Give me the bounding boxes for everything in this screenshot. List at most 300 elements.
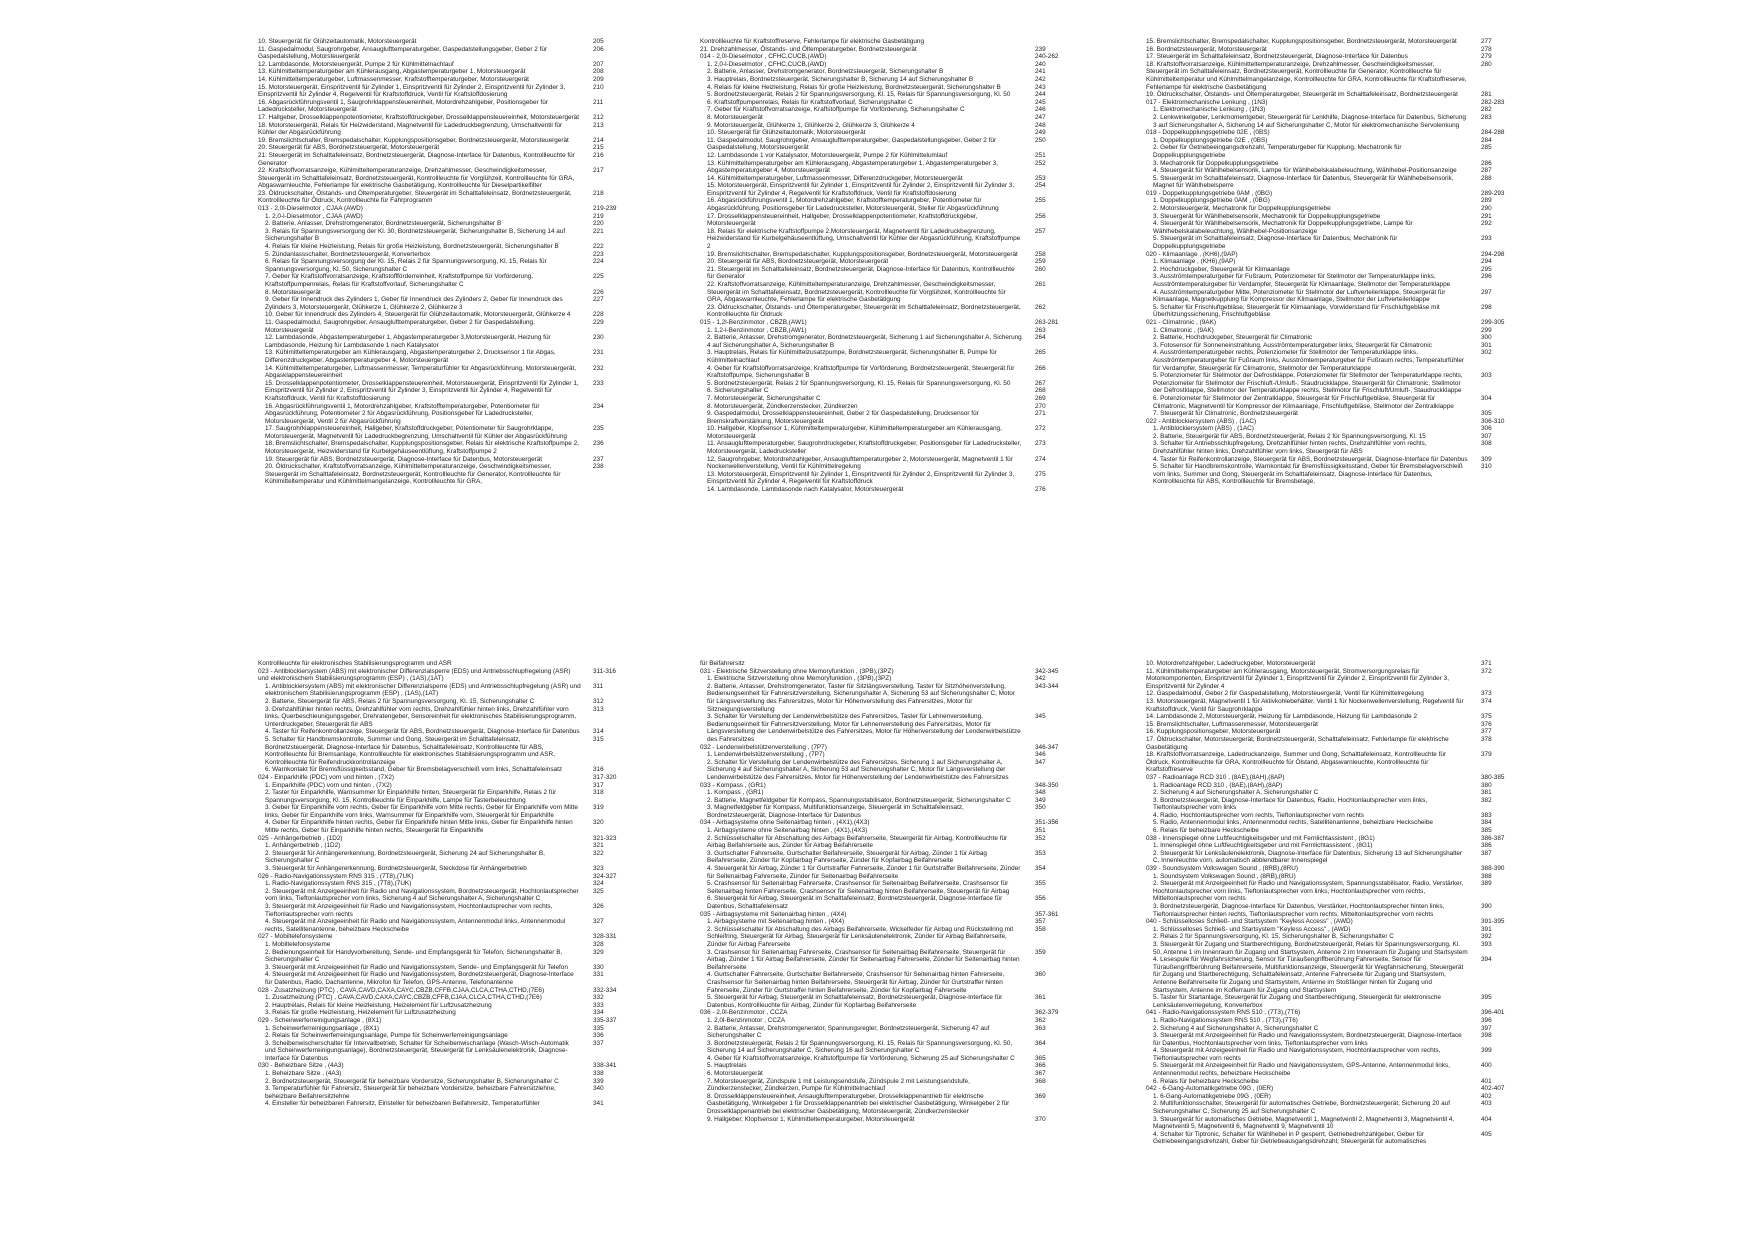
toc-entry-title: 17. Saugrohrklappensteuereinheit, Hallgeber, Kraftstoffdruckgeber, Potentiometer für Saugrohrklappe, Motorsteuergerät, Magnetventil für Ladedruckbegrenzung, Umschaltventil für Kühler der Abgasrückführung <box>265 425 567 440</box>
toc-entry <box>258 289 633 297</box>
toc-entry-page: 351-356 <box>1035 819 1059 827</box>
toc-entry-page: 212 <box>593 113 604 121</box>
toc-entry-page: 319 <box>593 804 604 812</box>
toc-entry-page: 296 <box>1481 273 1492 281</box>
toc-section-entry <box>1146 319 1521 327</box>
toc-entry-title: 1. Mobiltelefonsysteme <box>265 940 331 948</box>
toc-entry <box>700 797 1075 805</box>
toc-entry <box>700 751 1075 759</box>
toc-entry-page: 290 <box>1481 205 1492 213</box>
toc-entry-title: 1. Antiblockiersystem (ABS) mit elektronischer Differenzialsperre (EDS) und Antriebsschlupfregelung (ASR) und elektronischem Stabilisierungsprogramm (ESP) , (1AS),(1AT) <box>265 682 581 698</box>
toc-entry <box>1146 956 1521 994</box>
toc-entry-page: 348-350 <box>1035 781 1059 789</box>
toc-entry-page: 297 <box>1481 288 1492 296</box>
toc-entry-page: 369 <box>1035 1092 1046 1100</box>
toc-section-entry <box>700 53 1075 61</box>
toc-entry-page: 363 <box>1035 1024 1046 1032</box>
toc-entry <box>258 425 633 440</box>
toc-entry-page: 237 <box>593 455 604 463</box>
toc-entry <box>258 865 633 873</box>
toc-entry-page: 388-390 <box>1481 865 1505 873</box>
toc-entry-page: 267 <box>1035 379 1046 387</box>
toc-entry <box>1146 728 1521 736</box>
toc-entry <box>258 789 633 804</box>
toc-entry-page: 279 <box>1481 53 1492 61</box>
toc-entry-title: 1. Kompass , (GR1) <box>707 789 764 797</box>
toc-entry <box>1146 789 1521 797</box>
toc-column-bottom-left <box>258 660 633 1108</box>
toc-entry-page: 282-283 <box>1481 98 1505 106</box>
toc-entry <box>1146 660 1521 668</box>
toc-section-entry <box>1146 418 1521 426</box>
toc-entry-title: 11. Gaspedalmodul, Saugrohrgeber, Ansauglufttemperaturgeber, Gaspedalstellungsgeber, Geber 2 für Gaspedalstellung, Motorsteuergerät <box>707 136 997 152</box>
toc-section-entry <box>258 668 633 683</box>
toc-entry-page: 389 <box>1481 880 1492 888</box>
toc-entry-page: 320 <box>593 819 604 827</box>
toc-entry <box>1146 456 1521 464</box>
toc-entry-page: 330 <box>593 963 604 971</box>
toc-entry-title: Kontrollleuchte für Kraftstoffreserve, Fehlerlampe für elektrische Gasbetätigung <box>700 38 925 45</box>
toc-entry-title: 3. Steuergerät für automatisches Getriebe, Magnetventil 1, Magnetventil 2, Magnetventil 3, Magnetventil 4, Magnetventil 5, Magnetventil 6, Magnetventil 9, Magnetventil 10 <box>1153 1115 1455 1131</box>
toc-entry-title: 5. Steuergerät mit Anzeigeeinheit für Radio und Navigationssystem, GPS-Antenne, Antennenmodul links, Antennenmodul rechts, beheizbare Heckscheibe <box>1153 1062 1450 1078</box>
toc-entry <box>700 949 1075 972</box>
toc-entry-title: 6. Kraftstoffpumpenrelais, Relais für Kraftstoffvorlauf, Sicherungshalter C <box>707 98 913 106</box>
toc-entry-title: 4. Taster für Reifenkontrollanzeige, Steuergerät für ABS, Bordnetzsteuergerät, Diagnose-Interface für Datenbus <box>1153 455 1468 463</box>
toc-entry-title: 1. Climatronic , (9AK) <box>1153 326 1214 334</box>
toc-entry <box>1146 1131 1521 1146</box>
toc-entry-title: 2. Batterie, Magnetfeldgeber für Kompass, Spannungsstabilisator, Bordnetzsteuergerät, Sicherungshalter C <box>707 796 1011 804</box>
toc-entry-page: 250 <box>1035 136 1046 144</box>
toc-entry-title: 7. Geber für Kraftstoffvorratsanzeige, Kraftstoffförderreinheit, Kraftstoffpumpe für Vorförderung, Kraftstoffpumpenrelais, Relais für Kraftstoffvorlauf, Sicherungshalter C <box>265 273 534 288</box>
toc-entry-title: 6. Steuergerät für Airbag, Steuergerät im Schalttafeleinsatz, Bordnetzsteuergerät, Diagnose-Interface für Datenbus, Schalttafeleinsatz <box>707 895 1003 910</box>
toc-entry <box>1146 850 1521 865</box>
toc-entry-title: 10. Motordrehzahlgeber, Ladedruckgeber, Motorsteuergerät <box>1146 660 1316 667</box>
toc-entry-title: 5. Schalter für Frischluftgebläse, Steuergerät für Klimaanlage, Vorwiderstand für Frischluftgebläse mit Überhitzungssicherung, Frischluftgebläse <box>1153 303 1440 319</box>
toc-entry-title: 15. Motorsteuergerät, Einspritzventil für Zylinder 1, Einspritzventil für Zylinder 2, Einspritzventil für Zylinder 3, Einspritzventil für Zylinder 4, Regelventil für Kraftstoffdruck, Ventil für Kraftstoffdosierung <box>707 182 1015 197</box>
toc-entry-page: 223 <box>593 250 604 258</box>
toc-entry-title: 032 - Lendenwirbelstützenverstellung , (7P7) <box>700 743 827 751</box>
toc-entry-page: 313 <box>593 705 604 713</box>
toc-entry-title: 1. Klimaanlage , (KH6),(9AP) <box>1153 258 1236 266</box>
toc-entry <box>700 850 1075 865</box>
toc-entry-title: 5. Bordnetzsteuergerät, Relais 2 für Spannungsversorgung, Kl. 15, Relais für Spannungsversorgung, Kl. 50 <box>707 91 1011 99</box>
toc-entry-page: 247 <box>1035 113 1046 121</box>
toc-entry <box>258 167 633 190</box>
toc-entry-title: 14. Kühlmitteltemperaturgeber, Luftmassenmesser, Differenzdruckgeber, Motorsteuergerät <box>707 174 963 182</box>
toc-entry-title: 2. Relais 2 für Spannungsversorgung, Kl. 15, Sicherungshalter B, Sicherungshalter C <box>1153 933 1394 941</box>
toc-entry-page: 361 <box>1035 994 1046 1002</box>
toc-entry <box>258 68 633 76</box>
toc-entry-page: 280 <box>1481 60 1492 68</box>
toc-entry-title: 6. Relais für Spannungsversorgung der Kl. 15, Relais 2 für Spannungsversorgung, Kl. 15, Relais für Spannungsversorgung, Kl. 50, Sicherungshalter C <box>265 258 547 273</box>
toc-entry-title: 1. Doppelkupplungsgetriebe 0AM , (0BG) <box>1153 197 1270 205</box>
toc-entry-title: 4. Ausströmtemperaturgeber rechts, Potenziometer für Stellmotor der Temperaturklappe links, Ausströmtemperaturgeber für Fußraum links, Ausströmtemperaturgeber für Fußraum rechts, Temperaturfühler für Verdampfer, Steuergerät für Climatronic, Stellmotor der Temperaturklappe <box>1153 349 1465 372</box>
toc-entry-page: 379 <box>1481 751 1492 759</box>
toc-entry-page: 323 <box>593 865 604 873</box>
toc-entry-title: 8. Motorsteuergerät, Zündkerzenstecker, Zündkerzen <box>707 402 858 410</box>
toc-entry-title: 4. Gurtschalter Fahrerseite, Gurtschalter Beifahrerseite, Crashsensor für Seitenairbag hinten Fahrerseite, Crashsensor für Seitenairbag hinten Beifahrerseite, Steuergerät für Airbag, Zünder für Gurtstraffer hinten Fahrerseite, Zünder für Gurtstraffer hinten Beifahrerseite, Zünder für Kopfairbag Fahrerseite <box>707 971 1005 994</box>
toc-entry <box>258 76 633 84</box>
toc-entry-title: 3. Drehzahlfühler hinten rechts, Drehzahlfühler vorn rechts, Drehzahlfühler hinten links, Drehzahlfühler vorn links, Querbeschleunigungsgeber, Drehratengeber, Sensoreinheit für elektronisches Stabilisierungsprogramm, Unterdruckgeber, Steuergerät für ABS <box>265 705 577 728</box>
toc-entry-title: 4. Relais für kleine Heizleistung, Relais für große Heizleistung, Bordnetzsteuergerät, Sicherungshalter B <box>707 83 1001 91</box>
toc-entry-title: 6. Potenziometer für Stellmotor der Zentralklappe, Steuergerät für Frischluftgebläse, Steuergerät für Climatronic, Magnetventil für Kompressor der Klimaanlage, Frischluftgebläse, Stellmotor der Zentralklappe <box>1153 394 1454 410</box>
toc-entry-title: 13. Motorsteuergerät, Einspritzventil für Zylinder 1, Einspritzventil für Zylinder 2, Einspritzventil für Zylinder 3, Einspritzventil für Zylinder 4, Regelventil für Kraftstoffdruck <box>707 470 1015 486</box>
toc-entry-title: 7. Steuergerät für Climatronic, Bordnetzsteuergerät <box>1153 410 1298 418</box>
toc-entry-page: 263 <box>1035 326 1046 334</box>
toc-entry-page: 298 <box>1481 303 1492 311</box>
toc-entry-title: 9. Motorsteuergerät, Glühkerze 1, Glühkerze 2, Glühkerze 3, Glühkerze 4 <box>707 121 915 129</box>
toc-entry-page: 337 <box>593 1039 604 1047</box>
toc-entry-page: 311 <box>593 682 604 690</box>
toc-entry-page: 339 <box>593 1077 604 1085</box>
toc-entry-title: 6. Relais für beheizbare Heckscheibe <box>1153 1077 1259 1085</box>
toc-entry-page: 257 <box>1035 227 1046 235</box>
toc-entry <box>258 994 633 1002</box>
toc-entry <box>700 349 1075 364</box>
toc-column-top-right <box>1146 38 1521 486</box>
toc-entry-page: 275 <box>1035 470 1046 478</box>
toc-entry-page: 336 <box>593 1032 604 1040</box>
toc-entry-page: 246 <box>1035 106 1046 114</box>
toc-entry <box>1146 463 1521 486</box>
toc-entry-page: 395 <box>1481 994 1492 1002</box>
toc-entry <box>700 1116 1075 1124</box>
toc-entry-title: 039 - Soundsystem Volkswagen Sound , (8RB),(8RU) <box>1146 865 1299 873</box>
toc-entry <box>258 190 633 205</box>
toc-entry-page: 377 <box>1481 728 1492 736</box>
toc-entry-page: 326 <box>593 903 604 910</box>
toc-section-entry <box>700 819 1075 827</box>
toc-entry-page: 356 <box>1035 895 1046 903</box>
toc-entry-title: 10. Steuergerät für Glühzeitautomatik, Motorsteuergerät <box>707 129 866 137</box>
toc-entry-page: 262 <box>1035 303 1046 311</box>
toc-entry-title: 034 - Airbagsysteme ohne Seitenairbag hinten , (4X1),(4X3) <box>700 819 870 827</box>
toc-entry-page: 252 <box>1035 159 1046 167</box>
toc-entry-page: 218 <box>593 189 604 197</box>
toc-entry-page: 291 <box>1481 212 1492 220</box>
toc-entry-page: 393 <box>1481 940 1492 948</box>
toc-entry-page: 289-293 <box>1481 189 1505 197</box>
toc-entry <box>700 334 1075 349</box>
toc-entry <box>1146 395 1521 410</box>
toc-entry-title: 013 - 2,0l-Dieselmotor , CJAA (AWD) <box>258 205 363 213</box>
toc-entry <box>1146 842 1521 850</box>
toc-entry-page: 286 <box>1481 159 1492 167</box>
toc-entry-title: 040 - Schlüsselloses Schließ- und Startsystem "Keyless Access" , (AWD) <box>1146 918 1353 926</box>
toc-entry-page: 391 <box>1481 925 1492 933</box>
toc-entry <box>700 403 1075 411</box>
toc-entry-title: 017 - Elektromechanische Lenkung , (1N3) <box>1146 98 1268 106</box>
toc-entry-page: 238 <box>593 463 604 471</box>
toc-entry <box>700 759 1075 782</box>
toc-section-entry <box>1146 190 1521 198</box>
toc-entry <box>258 766 633 774</box>
toc-entry-page: 289 <box>1481 197 1492 205</box>
toc-entry <box>1146 205 1521 213</box>
toc-entry-page: 360 <box>1035 971 1046 979</box>
toc-entry-page: 251 <box>1035 151 1046 159</box>
toc-entry <box>258 213 633 221</box>
toc-entry <box>258 273 633 288</box>
toc-entry-page: 325 <box>593 887 604 895</box>
toc-entry-title: 1. Airbagsysteme mit Seitenairbag hinten , (4X4) <box>707 918 845 926</box>
toc-entry <box>700 137 1075 152</box>
toc-entry-page: 264 <box>1035 334 1046 342</box>
toc-entry-page: 261 <box>1035 281 1046 288</box>
toc-entry <box>700 61 1075 69</box>
toc-entry-title: 12. Lambdasonde 1 vor Katalysator, Motorsteuergerät, Pumpe 2 für Kühlmittelumlauf <box>707 151 948 159</box>
toc-entry <box>1146 941 1521 956</box>
toc-entry <box>258 349 633 364</box>
toc-entry <box>1146 880 1521 903</box>
toc-entry-page: 367 <box>1035 1070 1046 1078</box>
toc-entry-page: 222 <box>593 243 604 251</box>
toc-entry <box>258 319 633 334</box>
toc-entry-page: 341 <box>593 1100 604 1108</box>
toc-entry-page: 346 <box>1035 751 1046 759</box>
toc-entry <box>1146 1093 1521 1101</box>
toc-entry-page: 316 <box>593 766 604 774</box>
toc-entry <box>258 84 633 99</box>
toc-entry-title: 027 - Mobiltelefonsysteme <box>258 933 333 941</box>
toc-section-entry <box>700 668 1075 676</box>
toc-entry <box>700 486 1075 494</box>
toc-entry <box>700 387 1075 395</box>
toc-entry-page: 329 <box>593 948 604 956</box>
toc-entry-title: 1. 2,0-l-Dieselmotor , CFHC,CUCB,(AWD) <box>707 60 827 68</box>
toc-entry <box>1146 61 1521 91</box>
toc-entry <box>1146 425 1521 433</box>
toc-entry <box>258 660 633 668</box>
toc-entry-title: 2. Bedienungseinheit für Handyvorbereitung, Sende- und Empfangsgerät für Telefon, Sicherungshalter B, Sicherungshalter C <box>265 948 563 964</box>
toc-entry-title: 4. Steuergerät für Wählhebelsensorik, Mechatronik für Doppelkupplungsgetriebe, Lampe für Wählhebelskalabeleuchtung, Wählhebel-Positionsanzeige <box>1153 220 1413 235</box>
toc-section-entry <box>258 774 633 782</box>
toc-entry-page: 233 <box>593 379 604 387</box>
toc-entry-title: 3. Mechatronik für Doppelkupplungsgetriebe <box>1153 159 1279 167</box>
toc-entry <box>258 804 633 819</box>
toc-entry-page: 284-288 <box>1481 129 1505 137</box>
toc-entry-title: 2. Steuergerät für Lenksäulenelektronik, Diagnose-Interface für Datenbus, Sicherung 13 auf Sicherungshalter C, Innenleuchte vorn, automatisch abblendbarer Innenspiegel <box>1153 849 1463 865</box>
toc-entry-title: 3. Hauptrelais, Bordnetzsteuergerät, Sicherungshalter B, Sicherung 14 auf Sicherungshalter B <box>707 75 974 83</box>
toc-entry-page: 310 <box>1481 463 1492 471</box>
toc-entry-page: 404 <box>1481 1115 1492 1123</box>
toc-entry-title: 4. Lesespule für Wegfahrsicherung, Sensor für Türaußengriffberührung Fahrerseite, Sensor für Türaußengriffberührung Beifahrerseite, Multifunktionsanzeige, Steuergerät für Wegfahrsicherung, Steuergerät für Zugang und Startberechtigung, Schalttafeleinsatz, Antenne Fahrerseite für Zugang und Startsystem, Antenne Beifahrerseite für Zugang und Startsystem, Antenne im Stoßfänger hinten für Zugang und Startsystem, Antenne im Kofferraum für Zugang und Startsystem <box>1153 956 1464 994</box>
toc-entry-title: 2. Relais für Scheinwerferreinigungsanlage, Pumpe für Scheinwerferreinigungsanlage <box>265 1032 508 1040</box>
toc-entry-page: 347 <box>1035 758 1046 766</box>
toc-entry-title: 3. Steuergerät für Wählhebelsensorik, Mechatronik für Doppelkupplungsgetriebe <box>1153 212 1381 220</box>
toc-entry <box>700 84 1075 92</box>
toc-entry <box>258 114 633 122</box>
toc-entry-page: 239 <box>1035 45 1046 53</box>
toc-entry-page: 311-316 <box>593 667 616 675</box>
toc-entry-title: 4. Taster für Reifenkontrollanzeige, Steuergerät für ABS, Bordnetzsteuergerät, Diagnose-Interface für Datenbus <box>265 728 580 736</box>
toc-entry <box>258 706 633 729</box>
toc-entry-title: 2. Batterie, Hochdruckgeber, Steuergerät für Climatronic <box>1153 334 1313 342</box>
toc-entry-page: 271 <box>1035 410 1046 418</box>
toc-entry-title: 3. Scheibenwischerschalter für Intervallbetrieb, Schalter für Scheibenwischanlage (Wasch-Wisch-Automatik und Scheinwerferreinigungsanlage), Bordnetzsteuergerät, Steuergerät für Lenksäulenelektronik, Diagnose-Interface für Datenbus <box>265 1039 569 1062</box>
toc-entry-title: 18. Bremslichtschalter, Bremspedalschalter, Kupplungspositionsgeber, Relais für elektrische Kraftstoffpumpe 2, Motorsteuergerät, Heizwiderstand für Kurbelgehäuseentlüftung, Kraftstoffpumpe 2 <box>265 440 579 456</box>
toc-section-entry <box>700 1009 1075 1017</box>
toc-entry-page: 355 <box>1035 880 1046 888</box>
toc-entry-page: 206 <box>593 45 604 53</box>
toc-entry-title: 5. Radio, Antennenmodul links, Antennenmodul rechts, Satellitenantenne, beheizbare Heckscheibe <box>1153 819 1433 827</box>
toc-entry-page: 306-310 <box>1481 417 1505 425</box>
toc-entry-title: 4. Einsteller für beheizbaren Fahrersitz, Einsteller für beheizbaren Beifahrersitz, Temperaturfühler <box>265 1100 540 1108</box>
toc-entry-page: 283 <box>1481 113 1492 121</box>
toc-entry-title: 7. Geber für Kraftstoffvorratsanzeige, Kraftstoffpumpe für Vorförderung, Sicherungshalter C <box>707 106 965 114</box>
toc-entry <box>1146 160 1521 168</box>
toc-entry-title: 6. Warnkontakt für Bremsflüssigkeitsstand, Geber für Bremsbelagverschleiß vorn links, Schalttafeleinsatz <box>265 766 563 774</box>
toc-entry-page: 396-401 <box>1481 1009 1505 1017</box>
toc-entry-page: 276 <box>1035 486 1046 494</box>
toc-entry-title: 9. Gaspedalmodul, Drosselklappensteuereinheit, Geber 2 für Gaspedalstellung, Drucksensor für Bremskraftverstärkung, Motorsteuergerät <box>707 410 979 425</box>
toc-entry-title: 5. Zündanlassschalter, Bordnetzsteuergerät, Konverterbox <box>265 250 431 258</box>
toc-entry-title: 1. 6-Gang-Automatikgetriebe 09G , (0ER) <box>1153 1092 1271 1100</box>
toc-entry-title: 20. Öldruckschalter, Kraftstoffvorratsanzeige, Kühlmitteltemperaturanzeige, Geschwindigkeitsmesser, Steuergerät im Schalttafeleinsatz, Bordnetzsteuergerät, Kontrollleuchte für Generator, Kontrollleuchte für Kühlmitteltemperatur und Kühlmittelmangelanzeige, Kontrollleuchte für GRA, <box>265 463 561 486</box>
toc-entry-page: 399 <box>1481 1047 1492 1055</box>
toc-entry-title: 029 - Scheinwerferreinigungsanlage , (8X1) <box>258 1016 382 1024</box>
toc-entry-page: 365 <box>1035 1054 1046 1062</box>
toc-entry-title: 2. Batterie, Anlasser, Drehstromgenerator, Bordnetzsteuergerät, Sicherung 1 auf Sicherungshalter A, Sicherung 4 auf Sicherungshalter A, Sicherungshalter B <box>707 334 1022 349</box>
toc-entry-page: 240 <box>1035 60 1046 68</box>
toc-entry-page: 338 <box>593 1070 604 1078</box>
toc-entry-title: 14. Kühlmitteltemperaturgeber, Luftmassenmesser, Temperaturfühler für Abgasrückführung, Motorsteuergerät, Abgasklappensteuereinheit <box>265 364 577 380</box>
toc-entry <box>700 68 1075 76</box>
toc-entry <box>1146 213 1521 221</box>
toc-entry-page: 332-334 <box>593 986 617 994</box>
toc-entry-page: 294 <box>1481 258 1492 266</box>
toc-entry-page: 269 <box>1035 394 1046 402</box>
toc-entry-page: 220 <box>593 220 604 228</box>
toc-entry <box>700 114 1075 122</box>
toc-entry <box>1146 1047 1521 1062</box>
toc-section-entry <box>258 1062 633 1070</box>
toc-entry-page: 350 <box>1035 804 1046 812</box>
toc-section-entry <box>1146 835 1521 843</box>
toc-entry <box>700 1055 1075 1063</box>
toc-entry <box>1146 334 1521 342</box>
toc-entry-page: 335-337 <box>593 1016 617 1024</box>
toc-entry-title: 024 - Einparkhilfe (PDC) vorn und hinten , (7X2) <box>258 773 395 781</box>
toc-entry-title: 4. Ausströmtemperaturgeber Mitte, Potenziometer für Stellmotor der Luftverteilerklappe, Steuergerät für Klimaanlage, Magnetkupplung für Kompressor der Klimaanlage, Stellmotor der Luftverteilerklappe <box>1153 288 1446 304</box>
toc-entry-title: 3. Temperaturfühler für Fahrersitz, Steuergerät für beheizbare Vordersitze, beheizbare Fahrersitzlehne, beheizbare Beifahrersitzlehne <box>265 1085 556 1100</box>
toc-entry-page: 353 <box>1035 849 1046 857</box>
toc-entry-page: 207 <box>593 60 604 68</box>
toc-entry <box>700 129 1075 137</box>
toc-entry <box>700 91 1075 99</box>
toc-entry-page: 405 <box>1481 1130 1492 1138</box>
toc-entry-page: 268 <box>1035 387 1046 395</box>
toc-entry <box>700 46 1075 54</box>
toc-entry-page: 217 <box>593 167 604 175</box>
toc-entry-title: 2. Steuergerät für Anhängererkennung, Bordnetzsteuergerät, Sicherung 24 auf Sicherungshalter B, Sicherungshalter C <box>265 849 545 865</box>
toc-entry-page: 226 <box>593 288 604 296</box>
toc-entry-title: 22. Kraftstoffvorratsanzeige, Kühlmitteltemperaturanzeige, Drehzahlmesser, Geschwindigkeitsmesser, Steuergerät im Schalttafeleinsatz, Bordnetzsteuergerät, Kontrollleuchte für Vorglühzeit, Kontrollleuchte für GRA, Abgaswarnleuchte, Fehlerlampe für elektrische Gasbetätigung <box>707 281 1006 304</box>
toc-entry-title: 19. Öldruckschalter, Ölstands- und Öltemperaturgeber, Steuergerät im Schalttafeleinsatz, Bordnetzsteuergerät <box>1146 91 1458 99</box>
toc-entry-page: 315 <box>593 735 604 743</box>
toc-entry-page: 299 <box>1481 326 1492 334</box>
toc-entry <box>1146 873 1521 881</box>
toc-entry-page: 396 <box>1481 1016 1492 1024</box>
toc-entry-page: 342-345 <box>1035 667 1059 675</box>
toc-entry-title: 3. Steuergerät für Anhängererkennung, Bordnetzsteuergerät, Steckdose für Anhängerbetrieb <box>265 865 527 873</box>
toc-entry <box>1146 668 1521 691</box>
toc-entry-page: 243 <box>1035 83 1046 91</box>
toc-entry-page: 215 <box>593 144 604 152</box>
toc-entry <box>258 728 633 736</box>
toc-entry-page: 285 <box>1481 144 1492 152</box>
toc-entry-page: 376 <box>1481 720 1492 728</box>
toc-entry <box>700 660 1075 668</box>
toc-entry <box>700 880 1075 895</box>
toc-entry <box>700 789 1075 797</box>
toc-entry-page: 288 <box>1481 174 1492 182</box>
toc-entry <box>700 926 1075 949</box>
toc-entry <box>1146 1116 1521 1131</box>
toc-entry <box>1146 1032 1521 1047</box>
toc-entry-title: 4. Steuergerät mit Anzeigeeinheit für Radio und Navigationssystem, Antennenmodul links, Antennenmodul rechts, Satellitenantenne, beheizbare Heckscheibe <box>265 918 566 933</box>
toc-entry-title: 1. Radioanlage RCD 310 , (8AE),(8AH),(8AP) <box>1153 781 1283 789</box>
toc-entry-title: 13. Kühlmitteltemperaturgeber am Kühlerausgang, Abgastemperaturgeber 2, Drucksensor 1 für Abgas, Differenzdruckgeber, Abgastemperaturgeber 4, Motorsteuergerät <box>265 349 556 364</box>
toc-entry <box>258 1025 633 1033</box>
toc-entry <box>258 61 633 69</box>
toc-entry <box>258 842 633 850</box>
toc-entry-title: 2. Batterie, Anlasser, Drehstromgenerator, Bordnetzsteuergerät, Sicherungshalter B <box>265 220 502 228</box>
toc-section-entry <box>258 1017 633 1025</box>
toc-entry-title: 1. Soundsystem Volkswagen Sound , (8RB),(8RU) <box>1153 872 1296 880</box>
toc-entry-page: 284 <box>1481 136 1492 144</box>
toc-entry-title: 015 - 1,2l-Benzinmotor , CBZB,(AW1) <box>700 318 807 326</box>
toc-entry-title: 1. Radio-Navigationssystem RNS 510 , (7T3),(7T6) <box>1153 1016 1298 1024</box>
toc-entry <box>258 228 633 243</box>
toc-entry-page: 244 <box>1035 91 1046 99</box>
toc-entry <box>1146 167 1521 175</box>
toc-entry-title: 3. Relais für große Heizleistung, Heizelement für Luftzusatzheizung <box>265 1009 456 1017</box>
toc-entry-page: 303 <box>1481 372 1492 380</box>
toc-entry-title: 3. Steuergerät für Zugang und Startberechtigung, Bordnetzsteuergerät, Relais für Spannungsversorgung, Kl. 50, Antenne 1 im Innenraum für Zugang und Startsystem, Antenne 2 im Innenraum für Zugang und Startsystem <box>1153 940 1468 956</box>
toc-entry-page: 282 <box>1481 106 1492 114</box>
toc-entry-title: 030 - Beheizbare Sitze , (4A3) <box>258 1062 344 1070</box>
toc-entry-page: 380 <box>1481 781 1492 789</box>
toc-entry <box>700 99 1075 107</box>
toc-entry <box>700 971 1075 994</box>
toc-entry-page: 229 <box>593 318 604 326</box>
toc-entry <box>1146 342 1521 350</box>
toc-entry-title: 1. Schlüsselloses Schließ- und Startsystem "Keyless Access" , (AWD) <box>1153 925 1351 933</box>
toc-entry-title: 21. Steuergerät im Schalttafeleinsatz, Bordnetzsteuergerät, Diagnose-Interface für Datenbus, Kontrollleuchte für Generator <box>707 265 1015 281</box>
toc-entry-page: 402 <box>1481 1092 1492 1100</box>
toc-entry <box>700 1025 1075 1040</box>
toc-entry <box>258 220 633 228</box>
toc-entry <box>258 941 633 949</box>
toc-entry <box>1146 235 1521 250</box>
toc-entry-title: 23. Öldruckschalter, Ölstands- und Öltemperaturgeber, Steuergerät im Schalttafeleinsatz, Bordnetzsteuergerät, Kontrollleuchte für Öldruck <box>707 303 1021 319</box>
toc-entry-page: 370 <box>1035 1115 1046 1123</box>
toc-entry-page: 295 <box>1481 265 1492 273</box>
toc-entry-title: 2. Steuergerät mit Anzeigeeinheit für Radio und Navigationssystem, Spannungsstabilisator, Radio, Verstärker, Hochtonlautsprecher vorn links, Tieftonlautsprecher vorn links, Hochtonlautsprecher vorn rechts, Mitteltonlautsprecher vorn rechts <box>1153 880 1464 903</box>
toc-entry <box>1146 273 1521 288</box>
toc-entry-title: 16. Abgasrückführungsventil 1, Saugrohrklappensteuereinheit, Motordrehzahlgeber, Positionsgeber für Ladedrucksteller, Motorsteuergerät <box>258 98 548 114</box>
toc-entry-page: 301 <box>1481 341 1492 349</box>
toc-entry <box>1146 698 1521 713</box>
toc-entry <box>258 880 633 888</box>
toc-entry-title: 9. Geber für Innendruck des Zylinders 1, Geber für Innendruck des Zylinders 2, Geber für Innendruck des Zylinders 3, Motorsteuergerät, Glühkerze 1, Glühkerze 2, Glühkerze 3 <box>265 296 563 311</box>
toc-column-bottom-right <box>1146 660 1521 1146</box>
toc-entry-title: 14. Lambdasonde 2, Motorsteuergerät, Heizung für Lambdasonde, Heizung für Lambdasonde 2 <box>1146 713 1418 721</box>
toc-entry-page: 214 <box>593 136 604 144</box>
toc-entry-title: 21. Steuergerät im Schalttafeleinsatz, Bordnetzsteuergerät, Diagnose-Interface für Datenbus, Kontrollleuchte für Generator <box>258 151 575 167</box>
toc-entry-title: 22. Kraftstoffvorratsanzeige, Kühlmitteltemperaturanzeige, Drehzahlmesser, Geschwindigkeitsmesser, Steuergerät im Schalttafeleinsatz, Bordnetzsteuergerät, Kontrollleuchte für Vorglühzeit, Kontrollleuchte für GRA, Abgaswarnleuchte, Fehlerlampe für elektrische Gasbetätigung, Kontrollleuchte für Dieselpartikelfilter <box>258 167 575 190</box>
